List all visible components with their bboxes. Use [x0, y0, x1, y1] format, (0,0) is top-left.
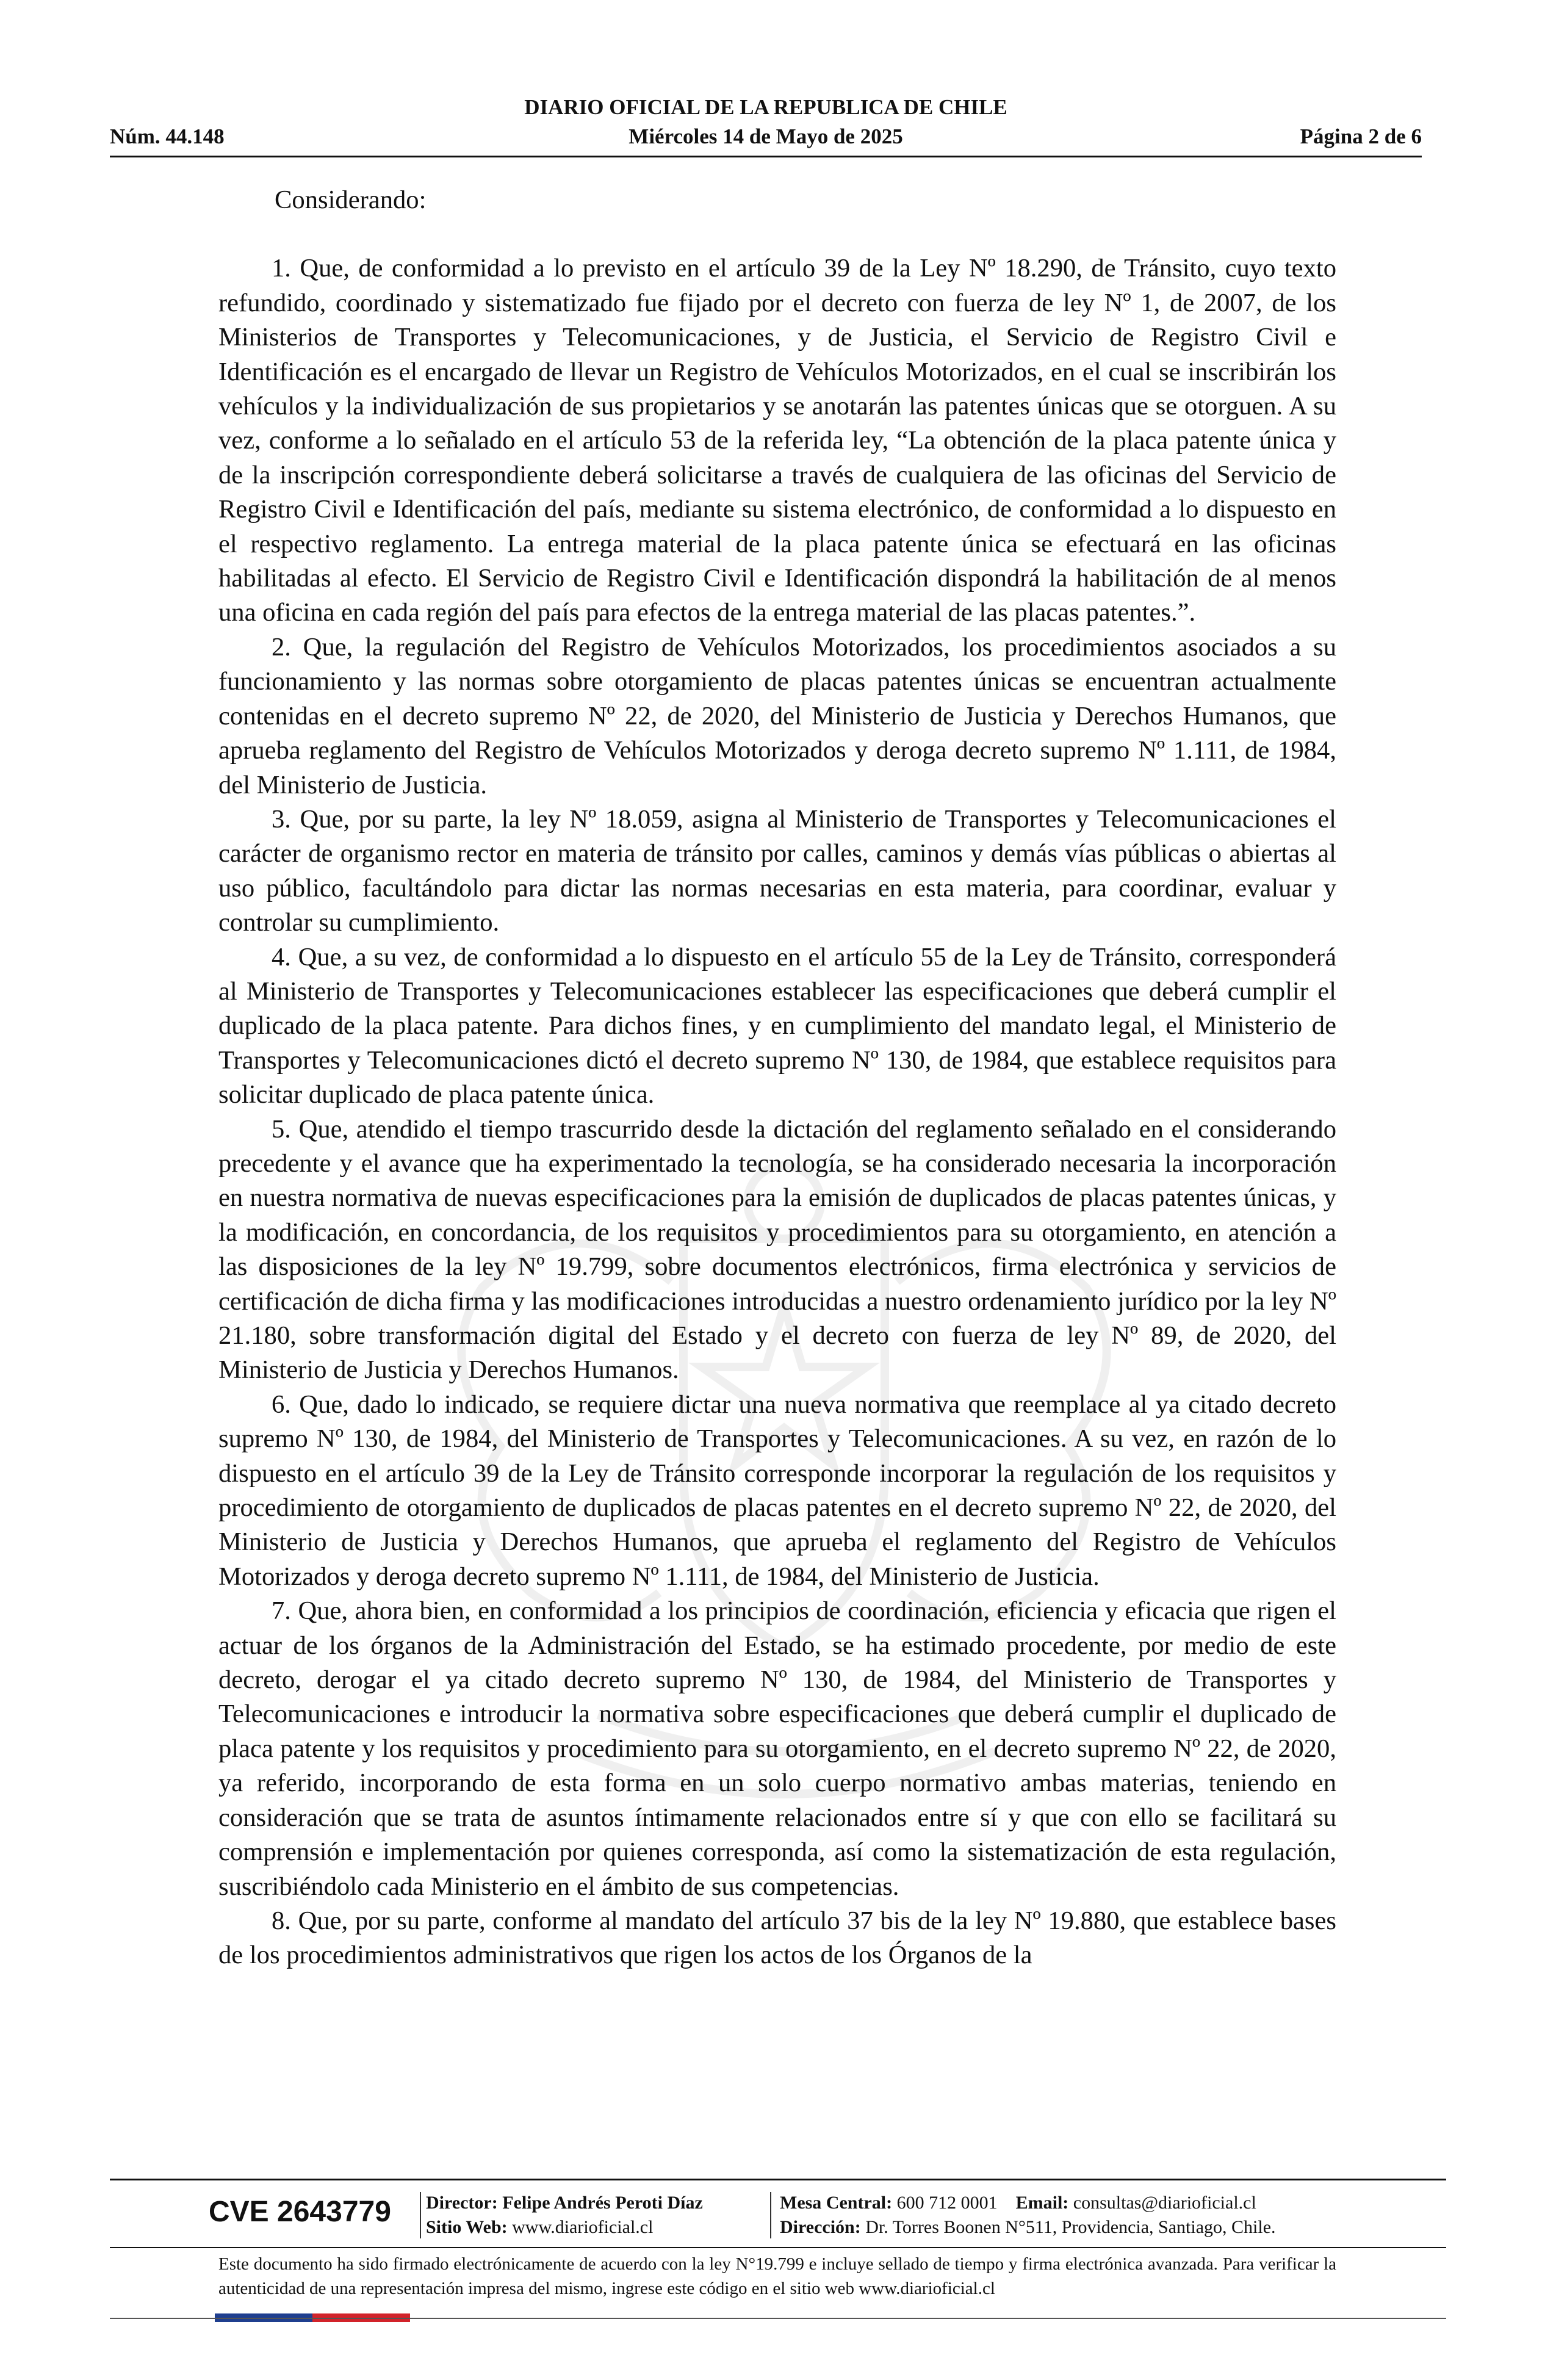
- email-link[interactable]: consultas@diarioficial.cl: [1073, 2193, 1256, 2213]
- footer-divider-bottom: [110, 2318, 1446, 2319]
- mesa-central-phone: 600 712 0001: [896, 2193, 998, 2213]
- footer-divider-top: [110, 2179, 1446, 2180]
- paragraph-6: 6. Que, dado lo indicado, se requiere dictar una nueva normativa que reemplace al ya citado decreto supremo Nº 130, de 1984, del Ministerio de Transportes y Telecomunicaciones. A su vez, en razón de lo dispuesto en el artículo 39 de la Ley de Tránsito corresponde incorporar la regulación de los requisitos y procedimiento de otorgamiento de duplicados de placas patentes en el decreto supremo Nº 22, de 2020, del Ministerio de Justicia y Derechos Humanos, que aprueba el reglamento del Registro de Vehículos Motorizados y deroga decreto supremo Nº 1.111, de 1984, del Ministerio de Justicia.: [218, 1390, 1336, 1591]
- footer-separator: [770, 2192, 771, 2238]
- paragraph-2: 2. Que, la regulación del Registro de Vehículos Motorizados, los procedimientos asociados a su funcionamiento y las normas sobre otorgamiento de placas patentes únicas se encuentran actualmente contenidas en el decreto supremo Nº 22, de 2020, del Ministerio de Justicia y Derechos Humanos, que aprueba reglamento del Registro de Vehículos Motorizados y deroga decreto supremo Nº 1.111, de 1984, del Ministerio de Justicia.: [218, 632, 1336, 799]
- page-indicator: Página 2 de 6: [1300, 124, 1422, 148]
- address-label: Dirección:: [780, 2217, 861, 2237]
- address-value: Dr. Torres Boonen N°511, Providencia, Santiago, Chile.: [865, 2217, 1276, 2237]
- paragraph-5: 5. Que, atendido el tiempo trascurrido desde la dictación del reglamento señalado en el considerando precedente y el avance que ha experimentado la tecnología, se ha considerado necesaria la incorporación en nuestra normativa de nuevas especificaciones para la emisión de duplicados de placas patentes únicas, y la modificación, en concordancia, de los requisitos y procedimientos para su otorgamiento, en atención a las disposiciones de la ley Nº 19.799, sobre documentos electrónicos, firma electrónica y servicios de certificación de dicha firma y las modificaciones introducidas a nuestro ordenamiento jurídico por la ley Nº 21.180, sobre transformación digital del Estado y el decreto con fuerza de ley Nº 89, de 2020, del Ministerio de Justicia y Derechos Humanos.: [218, 1114, 1336, 1385]
- document-body: [218, 183, 1336, 1973]
- footer-director-block: [426, 2191, 768, 2240]
- email-label: Email:: [1015, 2193, 1069, 2213]
- website-label: Sitio Web:: [426, 2217, 508, 2237]
- issue-number: Núm. 44.148: [110, 124, 225, 148]
- considerando-heading: Considerando:: [275, 186, 427, 214]
- header-divider: [110, 156, 1422, 157]
- cve-code: CVE 2643779: [209, 2196, 391, 2228]
- paragraph-1: 1. Que, de conformidad a lo previsto en el artículo 39 de la Ley Nº 18.290, de Tránsito, cuyo texto refundido, coordinado y sistematizado fue fijado por el decreto con fuerza de ley Nº 1, de 2007, de los Ministerios de Transportes y Telecomunicaciones, y de Justicia, el Servicio de Registro Civil e Identificación es el encargado de llevar un Registro de Vehículos Motorizados, en el cual se inscribirán los vehículos y la individualización de sus propietarios y se anotarán las patentes únicas que se otorguen. A su vez, conforme a lo señalado en el artículo 53 de la referida ley, “La obtención de la placa patente única y de la inscripción correspondiente deberá solicitarse a través de cualquiera de las oficinas del Servicio de Registro Civil e Identificación del país, mediante su sistema electrónico, de conformidad a lo dispuesto en el respectivo reglamento. La entrega material de la placa patente única se efectuará en las oficinas habilitadas al efecto. El Servicio de Registro Civil e Identificación dispondrá la habilitación de al menos una oficina en cada región del país para efectos de la entrega material de las placas patentes.”.: [218, 254, 1336, 627]
- footer-separator: [420, 2192, 421, 2238]
- footer-contact-block: [780, 2191, 1360, 2240]
- paragraph-7: 7. Que, ahora bien, en conformidad a los principios de coordinación, eficiencia y eficacia que rigen el actuar de los órganos de la Administración del Estado, se ha estimado procedente, por medio de este decreto, derogar el ya citado decreto supremo Nº 130, de 1984, del Ministerio de Transportes y Telecomunicaciones e introducir la normativa sobre especificaciones que deberá cumplir el duplicado de placa patente y los requisitos y procedimiento para su otorgamiento, en el decreto supremo Nº 22, de 2020, ya referido, incorporando de esta forma en un solo cuerpo normativo ambas materias, teniendo en consideración que se trata de asuntos íntimamente relacionados entre sí y que con ello se facilitará su comprensión e implementación por quienes corresponda, así como la sistematización de esta regulación, suscribiéndolo cada Ministerio en el ámbito de sus competencias.: [218, 1596, 1336, 1901]
- paragraph-4: 4. Que, a su vez, de conformidad a lo dispuesto en el artículo 55 de la Ley de Tránsito, corresponderá al Ministerio de Transportes y Telecomunicaciones establecer las especificaciones que deberá cumplir el duplicado de la placa patente. Para dichos fines, y en cumplimiento del mandato legal, el Ministerio de Transportes y Telecomunicaciones dictó el decreto supremo Nº 130, de 1984, que establece requisitos para solicitar duplicado de placa patente única.: [218, 942, 1336, 1109]
- director-name: Felipe Andrés Peroti Díaz: [502, 2193, 703, 2213]
- footer-divider-middle: [110, 2247, 1446, 2248]
- mesa-central-label: Mesa Central:: [780, 2193, 893, 2213]
- website-link[interactable]: www.diarioficial.cl: [512, 2217, 654, 2237]
- director-label: Director:: [426, 2193, 498, 2213]
- issue-date: Miércoles 14 de Mayo de 2025: [629, 124, 903, 148]
- page-header: [110, 95, 1422, 156]
- newspaper-title: DIARIO OFICIAL DE LA REPUBLICA DE CHILE: [524, 95, 1007, 119]
- paragraph-8: 8. Que, por su parte, conforme al mandato del artículo 37 bis de la ley Nº 19.880, que establece bases de los procedimientos administrativos que rigen los actos de los Órganos de la: [218, 1906, 1336, 1970]
- paragraph-3: 3. Que, por su parte, la ley Nº 18.059, asigna al Ministerio de Transportes y Telecomunicaciones el carácter de organismo rector en materia de tránsito por calles, caminos y demás vías públicas o abiertas al uso público, facultándolo para dictar las normas necesarias en esta materia, para coordinar, evaluar y controlar su cumplimiento.: [218, 804, 1336, 937]
- electronic-signature-note: Este documento ha sido firmado electrónicamente de acuerdo con la ley N°19.799 e incluye sellado de tiempo y firma electrónica avanzada. Para verificar la autenticidad de una representación impresa del mismo, ingrese este código en el sitio web www.diarioficial.cl: [218, 2254, 1336, 2298]
